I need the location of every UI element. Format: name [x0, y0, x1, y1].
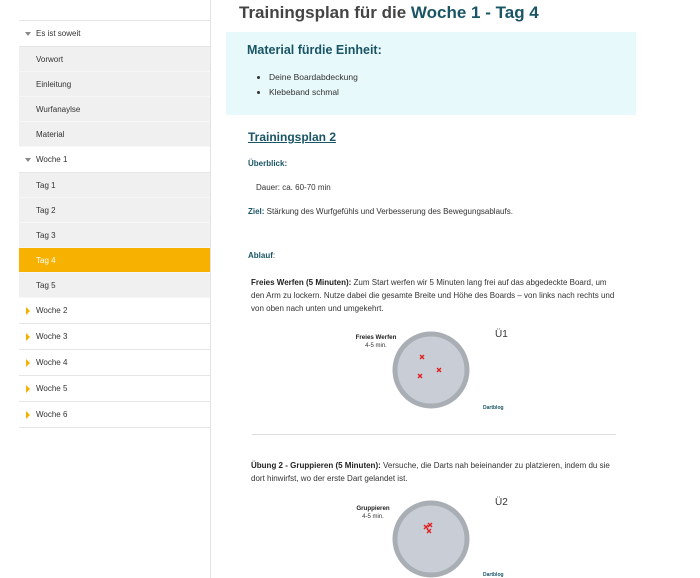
sidebar-section-woche-2[interactable]	[19, 298, 210, 324]
chevron-right-icon	[26, 307, 30, 315]
sidebar-section-woche-4[interactable]	[19, 350, 210, 376]
figure-1-time: 4-5 min.	[365, 343, 387, 349]
chevron-right-icon	[26, 385, 30, 393]
sidebar-item-tag-2[interactable]	[19, 198, 210, 223]
goal-text: Stärkung des Wurfgefühls und Verbesserung des Bewegungsablaufs.	[264, 207, 513, 216]
exercise-1-description	[251, 276, 621, 315]
sidebar-section-woche-5[interactable]	[19, 376, 210, 402]
chevron-right-icon	[26, 359, 30, 367]
sidebar-item-label: Vorwort	[36, 54, 64, 64]
dartboard-figure-1	[392, 331, 470, 409]
sequence-colon: :	[272, 251, 276, 260]
figure-1-title: Freies Werfen	[355, 334, 397, 341]
sidebar-item-tag-4-active[interactable]	[19, 248, 210, 273]
exercise-1-text: Zum Start werfen wir 5 Minuten lang frei auf das abgedeckte Board, um den Arm zu lockern. Nutze dabei die gesamte Breite und Höhe des Boards – von links nach rechts und von oben nach unten und umgekehrt.	[251, 278, 615, 313]
sequence-line	[248, 251, 275, 260]
goal-label: Ziel:	[248, 207, 265, 216]
chevron-right-icon	[26, 411, 30, 419]
chevron-right-icon	[26, 333, 30, 341]
overview-label	[248, 159, 287, 168]
duration-text: Dauer: ca. 60-70 min	[256, 183, 331, 192]
exercise-2-title: Übung 2 - Gruppieren (5 Minuten):	[251, 461, 381, 470]
sidebar-item-label: Tag 3	[36, 230, 56, 240]
goal-line	[248, 207, 513, 216]
sidebar-section-woche-1[interactable]	[19, 147, 210, 173]
sidebar-section-label: Woche 5	[36, 384, 68, 393]
sidebar-section-label: Woche 6	[36, 410, 68, 419]
sidebar-section-label: Woche 2	[36, 306, 68, 315]
exercise-2-text: Versuche, die Darts nah beieinander zu platzieren, indem du sie dort hinwirfst, wo der erste Dart gelandet ist.	[251, 461, 610, 483]
figure-2-time: 4-5 min.	[362, 514, 384, 520]
materials-item: • Klebeband schmal	[269, 87, 358, 97]
chevron-down-icon	[25, 158, 31, 162]
materials-item: • Deine Boardabdeckung	[269, 72, 358, 82]
figure-2-brand-logo: Dartblog	[483, 572, 504, 578]
sidebar-item-tag-1[interactable]	[19, 173, 210, 198]
sidebar-item-material[interactable]	[19, 122, 210, 147]
sidebar-item-tag-5[interactable]	[19, 273, 210, 298]
dartboard-ring	[395, 334, 467, 406]
course-sidebar	[19, 0, 211, 578]
exercise-2-description	[251, 459, 621, 485]
sidebar-item-wurfanalyse[interactable]	[19, 97, 210, 122]
sidebar-item-tag-3[interactable]	[19, 223, 210, 248]
sidebar-item-label: Tag 4	[36, 255, 56, 265]
page-title	[239, 3, 539, 23]
sidebar-section-label: Es ist soweit	[36, 29, 81, 38]
materials-panel	[226, 32, 636, 115]
page-title-prefix: Trainingsplan für die	[239, 3, 407, 22]
sidebar-section-label: Woche 4	[36, 358, 68, 367]
training-plan-title: Trainingsplan 2	[248, 130, 337, 144]
sidebar-top-spacer	[19, 0, 210, 21]
sidebar-section-woche-6[interactable]	[19, 402, 210, 428]
sidebar-section-woche-3[interactable]	[19, 324, 210, 350]
sidebar-item-label: Tag 1	[36, 180, 56, 190]
dartboard-figure-2	[392, 500, 470, 578]
figure-2-tag: Ü2	[495, 497, 508, 508]
section-divider	[252, 434, 616, 435]
sidebar-section-es-ist-soweit[interactable]	[19, 21, 210, 47]
sidebar-item-label: Material	[36, 129, 65, 139]
chevron-down-icon	[25, 32, 31, 36]
sidebar-item-vorwort[interactable]	[19, 47, 210, 72]
sidebar-item-label: Tag 2	[36, 205, 56, 215]
sidebar-section-label: Woche 3	[36, 332, 68, 341]
materials-heading: Material fürdie Einheit:	[247, 43, 382, 57]
overview-label-text: Überblick:	[248, 159, 288, 168]
exercise-1-title: Freies Werfen (5 Minuten):	[251, 278, 352, 287]
figure-2-title: Gruppieren	[356, 505, 390, 512]
figure-1-brand-logo: Dartblog	[483, 405, 504, 411]
materials-list	[269, 72, 358, 102]
page-title-highlight: Woche 1 - Tag 4	[410, 3, 539, 22]
sidebar-item-einleitung[interactable]	[19, 72, 210, 97]
sidebar-item-label: Einleitung	[36, 79, 72, 89]
dartboard-ring	[395, 503, 467, 575]
sidebar-item-label: Wurfanaylse	[36, 104, 81, 114]
sidebar-item-label: Tag 5	[36, 280, 56, 290]
sequence-label: Ablauf	[248, 251, 273, 260]
sidebar-section-label: Woche 1	[36, 155, 68, 164]
figure-1-tag: Ü1	[495, 329, 508, 340]
